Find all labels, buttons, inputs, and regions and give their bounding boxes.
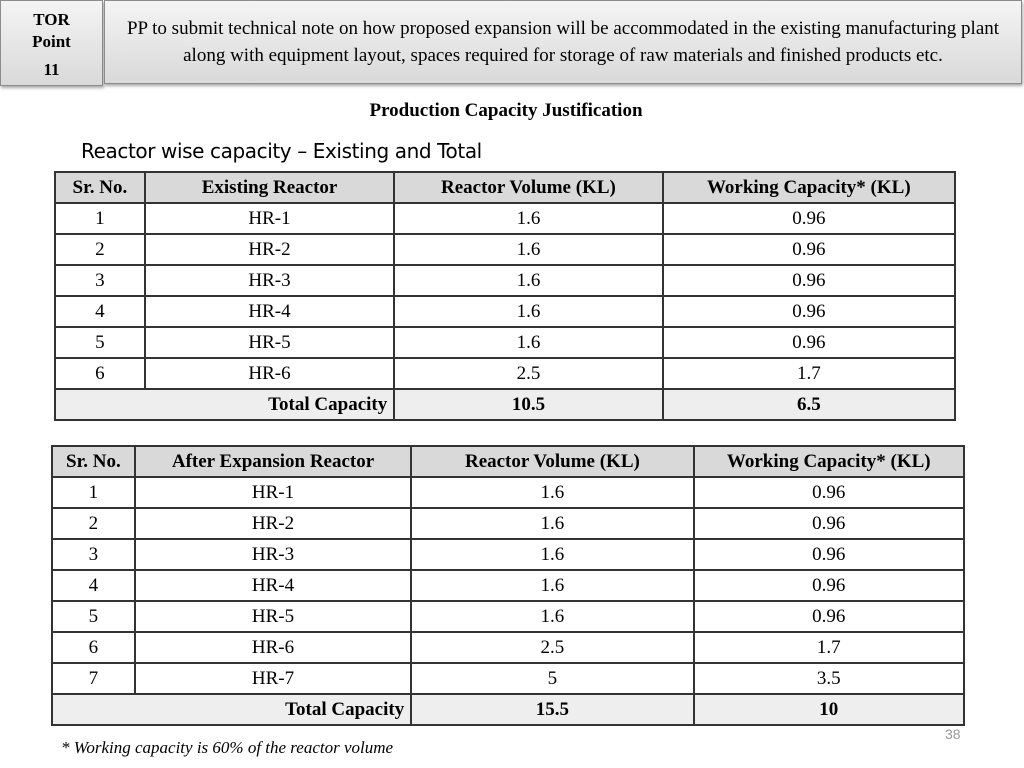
page-number: 38 (945, 726, 961, 742)
header-working-capacity: Working Capacity* (KL) (694, 446, 964, 477)
table-header-row (52, 446, 964, 477)
cell-working-capacity: 1.7 (694, 632, 964, 663)
table-row (52, 601, 964, 632)
header-reactor: Existing Reactor (145, 172, 394, 203)
cell-reactor-volume: 1.6 (394, 234, 662, 265)
tor-description: PP to submit technical note on how proposed expansion will be accommodated in the existing manufacturing plant along with equipment layout, spaces required for storage of raw materials and finished products etc. (126, 18, 1000, 66)
cell-reactor: HR-1 (145, 203, 394, 234)
cell-reactor: HR-2 (145, 234, 394, 265)
table-row (55, 296, 955, 327)
tor-point-label: Point (32, 32, 71, 51)
cell-reactor-volume: 1.6 (394, 296, 662, 327)
cell-working-capacity: 1.7 (663, 358, 955, 389)
cell-sr-no: 2 (52, 508, 135, 539)
cell-reactor: HR-3 (135, 539, 411, 570)
page-title: Production Capacity Justification (369, 100, 643, 121)
header-reactor: After Expansion Reactor (135, 446, 411, 477)
table-body (52, 477, 964, 694)
table-row (55, 234, 955, 265)
tor-point-box (0, 0, 103, 86)
cell-working-capacity: 0.96 (663, 234, 955, 265)
header-sr-no: Sr. No. (52, 446, 135, 477)
cell-sr-no: 3 (52, 539, 135, 570)
table-row (52, 477, 964, 508)
header-reactor-volume: Reactor Volume (KL) (394, 172, 662, 203)
cell-reactor-volume: 1.6 (411, 477, 693, 508)
total-volume: 15.5 (411, 694, 693, 725)
cell-sr-no: 5 (55, 327, 145, 358)
cell-reactor: HR-2 (135, 508, 411, 539)
header-reactor-volume: Reactor Volume (KL) (411, 446, 693, 477)
cell-reactor: HR-4 (145, 296, 394, 327)
total-capacity: 6.5 (663, 389, 955, 420)
cell-working-capacity: 0.96 (694, 539, 964, 570)
cell-reactor: HR-4 (135, 570, 411, 601)
cell-sr-no: 4 (52, 570, 135, 601)
header-sr-no: Sr. No. (55, 172, 145, 203)
tor-label: TOR (33, 10, 70, 29)
table-row (52, 539, 964, 570)
table-row (55, 327, 955, 358)
cell-sr-no: 3 (55, 265, 145, 296)
table-row (52, 663, 964, 694)
cell-reactor: HR-6 (135, 632, 411, 663)
total-label: Total Capacity (52, 694, 411, 725)
section-subheading: Reactor wise capacity – Existing and Total (81, 139, 482, 163)
cell-reactor: HR-3 (145, 265, 394, 296)
footnote: * Working capacity is 60% of the reactor volume (61, 738, 394, 757)
table-row (52, 508, 964, 539)
table-row (55, 203, 955, 234)
cell-sr-no: 2 (55, 234, 145, 265)
cell-sr-no: 6 (52, 632, 135, 663)
cell-sr-no: 7 (52, 663, 135, 694)
total-row (55, 389, 955, 420)
tor-number: 11 (43, 60, 60, 79)
cell-reactor-volume: 1.6 (394, 203, 662, 234)
cell-working-capacity: 0.96 (694, 477, 964, 508)
cell-working-capacity: 0.96 (694, 570, 964, 601)
cell-working-capacity: 0.96 (663, 296, 955, 327)
cell-reactor-volume: 1.6 (411, 508, 693, 539)
after-expansion-reactor-table (51, 445, 965, 726)
cell-sr-no: 6 (55, 358, 145, 389)
table-row (55, 265, 955, 296)
total-volume: 10.5 (394, 389, 662, 420)
cell-reactor: HR-7 (135, 663, 411, 694)
total-label: Total Capacity (55, 389, 394, 420)
cell-reactor: HR-5 (145, 327, 394, 358)
table-row (52, 632, 964, 663)
cell-reactor: HR-6 (145, 358, 394, 389)
total-row (52, 694, 964, 725)
cell-sr-no: 1 (52, 477, 135, 508)
table-body (55, 203, 955, 389)
total-capacity: 10 (694, 694, 964, 725)
tor-description-box (104, 0, 1022, 84)
cell-reactor-volume: 1.6 (394, 327, 662, 358)
cell-working-capacity: 3.5 (694, 663, 964, 694)
cell-working-capacity: 0.96 (694, 601, 964, 632)
cell-working-capacity: 0.96 (663, 203, 955, 234)
table-row (52, 570, 964, 601)
cell-sr-no: 4 (55, 296, 145, 327)
cell-sr-no: 1 (55, 203, 145, 234)
cell-working-capacity: 0.96 (663, 327, 955, 358)
cell-reactor-volume: 1.6 (394, 265, 662, 296)
cell-reactor-volume: 1.6 (411, 570, 693, 601)
cell-working-capacity: 0.96 (663, 265, 955, 296)
table-row (55, 358, 955, 389)
table-header-row (55, 172, 955, 203)
cell-reactor-volume: 1.6 (411, 539, 693, 570)
cell-reactor-volume: 1.6 (411, 601, 693, 632)
cell-sr-no: 5 (52, 601, 135, 632)
header-working-capacity: Working Capacity* (KL) (663, 172, 955, 203)
existing-reactor-table (54, 171, 956, 421)
cell-reactor-volume: 2.5 (394, 358, 662, 389)
cell-reactor-volume: 2.5 (411, 632, 693, 663)
cell-reactor: HR-5 (135, 601, 411, 632)
cell-reactor: HR-1 (135, 477, 411, 508)
cell-working-capacity: 0.96 (694, 508, 964, 539)
cell-reactor-volume: 5 (411, 663, 693, 694)
